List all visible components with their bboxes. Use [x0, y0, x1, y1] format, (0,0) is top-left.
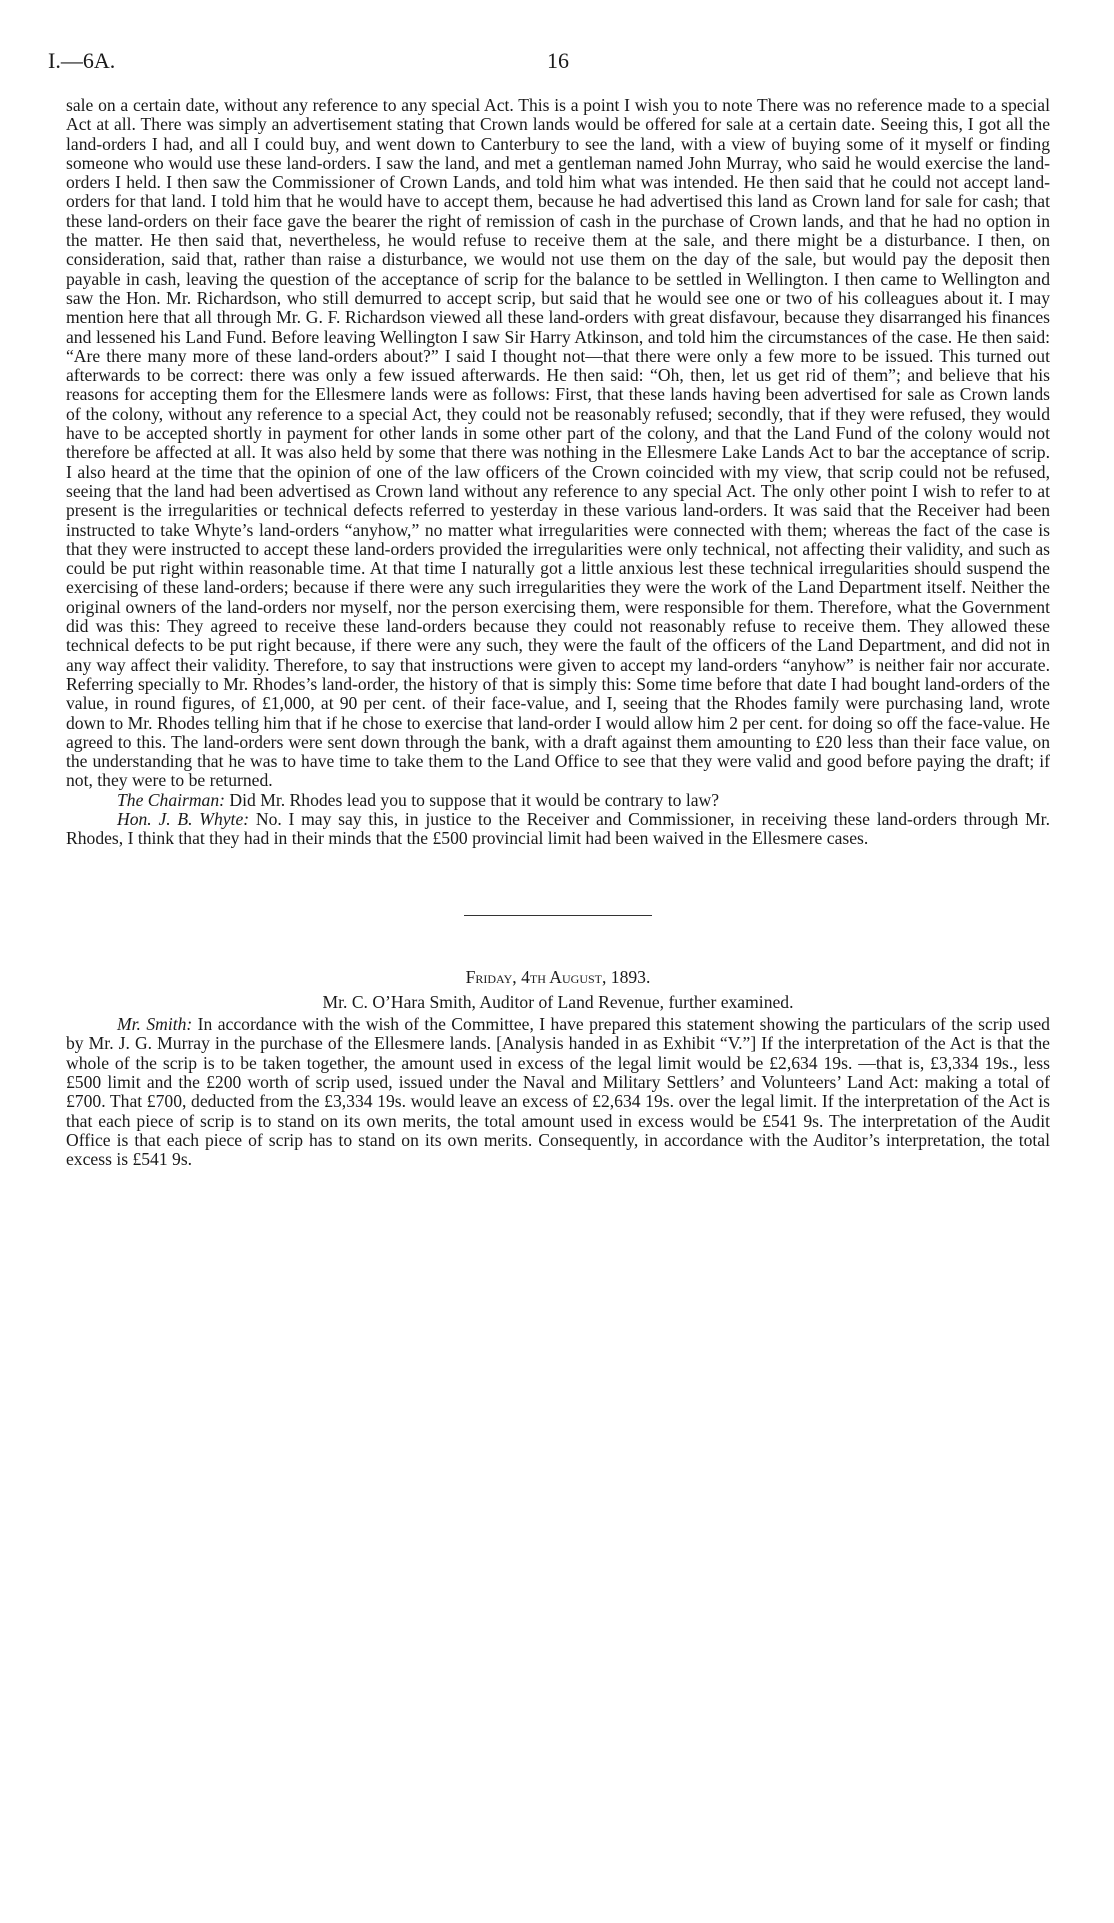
question-text: Did Mr. Rhodes lead you to suppose that it would be contrary to law?	[229, 789, 720, 810]
page-number: 16	[547, 48, 569, 73]
section-divider	[464, 915, 652, 916]
continuation-paragraph: sale on a certain date, without any reference to any special Act. This is a point I wish you to note There was no reference made to a special Act at all. There was simply an advertisement stating that Crown lands would be offered for sale at a certain date. Seeing this, I got all the land-orders I had, and all I could buy, and went down to Canterbury to see the land, with a view of buying some of it myself or finding someone who would use these land-orders. I saw the land, and met a gentleman named John Murray, who said he would exercise the land-orders I held. I then saw the Commissioner of Crown Lands, and told him what was intended. He then said that he could not accept land-orders for that land. I told him that he would have to accept them, because he had advertised this land as Crown land for sale for cash; that these land-orders on their face gave the bearer the right of remission of cash in the purchase of Crown lands, and that he had no option in the matter. He then said that, nevertheless, he would refuse to receive them at the sale, and there might be a disturbance. I then, on consideration, said that, rather than raise a disturbance, we would not use them on the day of the sale, but would pay the deposit then payable in cash, leaving the question of the acceptance of scrip for the balance to be settled in Wellington. I then came to Wellington and saw the Hon. Mr. Richardson, who still demurred to accept scrip, but said that he would see one or two of his colleagues about it. I may mention here that all through Mr. G. F. Richardson viewed all these land-orders with great disfavour, because they disarranged his finances and lessened his Land Fund. Before leaving Wellington I saw Sir Harry Atkinson, and told him the circumstances of the case. He then said: “Are there many more of these land-orders about?” I said I thought not—that there were only a few more to be issued. This turned out afterwards to be correct: there was only a few issued afterwards. He then said: “Oh, then, let us get rid of them”; and believe that his reasons for accepting them for the Ellesmere lands were as follows: First, that these lands having been advertised for sale as Crown lands of the colony, without any reference to a special Act, they could not be reasonably refused; secondly, that if they were refused, they would have to be accepted shortly in payment for other lands in some other part of the colony, and that the Land Fund of the colony would not therefore be affected at all. It was also held by some that there was nothing in the Ellesmere Lake Lands Act to bar the acceptance of scrip. I also heard at the time that the opinion of one of the law officers of the Crown coincided with my view, that scrip could not be refused, seeing that the land had been advertised as Crown land without any reference to any special Act. The only other point I wish to refer to at present is the irregularities or technical defects referred to yesterday in these various land-orders. It was said that the Receiver had been instructed to take Whyte’s land-orders “anyhow,” no matter what irregularities were connected with them; whereas the fact of the case is that they were instructed to accept these land-orders provided the irregularities were only technical, not affecting their validity, and such as could be put right within reasonable time. At that time I naturally got a little anxious lest these technical irregularities should suspend the exercising of these land-orders; because if there were any such irregularities they were the work of the Land Department itself. Neither the original owners of the land-orders nor myself, nor the person exercising them, were responsible for them. Therefore, what the Government did was this: They agreed to receive these land-orders because they could not reasonably refuse to receive them. They allowed these technical defects to be put right because, if there were any such, they were the fault of the officers of the Land Department, and did not in any way affect their validity. Therefore, to say that instructions were given to accept my land-orders “anyhow” is neither fair nor accurate. Referring specially to Mr. Rhodes’s land-order, the history of that is simply this: Some time before that date I had bought land-orders of the value, in round figures, of £1,000, at 90 per cent. of their face-value, and I, seeing that the Rhodes family were purchasing land, wrote down to Mr. Rhodes telling him that if he chose to exercise that land-order I would allow him 2 per cent. for doing so off the face-value. He agreed to this. The land-orders were sent down through the bank, with a draft against them amounting to £20 less than their face value, on the understanding that he was to have time to take them to the Land Office to see that they were valid and good before paying the draft; if not, they were to be returned.	[66, 95, 1050, 791]
session-date: Friday, 4th August, 1893.	[465, 966, 651, 987]
answer-text: No. I may say this, in justice to the Receiver and Commissioner, in receiving these land-orders through Mr. Rhodes, I think that they had in their minds that the £500 provincial limit had been waived in the Ellesmere cases.	[66, 808, 1050, 849]
speaker-label: Hon. J. B. Whyte:	[117, 808, 250, 829]
document-body	[66, 96, 1050, 1170]
speaker-label: The Chairman:	[117, 789, 226, 810]
chairman-question	[66, 791, 1050, 810]
paper-reference: I.—6A.	[48, 48, 116, 73]
speaker-label: Mr. Smith:	[117, 1014, 193, 1035]
smith-statement	[66, 1015, 1050, 1169]
statement-text: In accordance with the wish of the Committee, I have prepared this statement showing the particulars of the scrip used by Mr. J. G. Murray in the purchase of the Ellesmere lands. [Analysis handed in as Exhibit “V.”] If the interpretation of the Act is that the whole of the scrip is to be taken together, the amount used in excess of the legal limit would be £2,634 19s. —that is, £3,334 19s., less £500 limit and the £200 worth of scrip used, issued under the Naval and Military Settlers’ and Volunteers’ Land Act: making a total of £700. That £700, deducted from the £3,334 19s. would leave an excess of £2,634 19s. over the legal limit. If the interpretation of the Act is that each piece of scrip is to stand on its own merits, the total amount used in excess would be £541 9s. The interpretation of the Audit Office is that each piece of scrip has to stand on its own merits. Consequently, in accordance with the Auditor’s interpretation, the total excess is £541 9s.	[66, 1014, 1050, 1170]
witness-heading: Mr. C. O’Hara Smith, Auditor of Land Revenue, further examined.	[322, 991, 794, 1012]
page-header	[48, 48, 1068, 78]
whyte-answer	[66, 810, 1050, 849]
